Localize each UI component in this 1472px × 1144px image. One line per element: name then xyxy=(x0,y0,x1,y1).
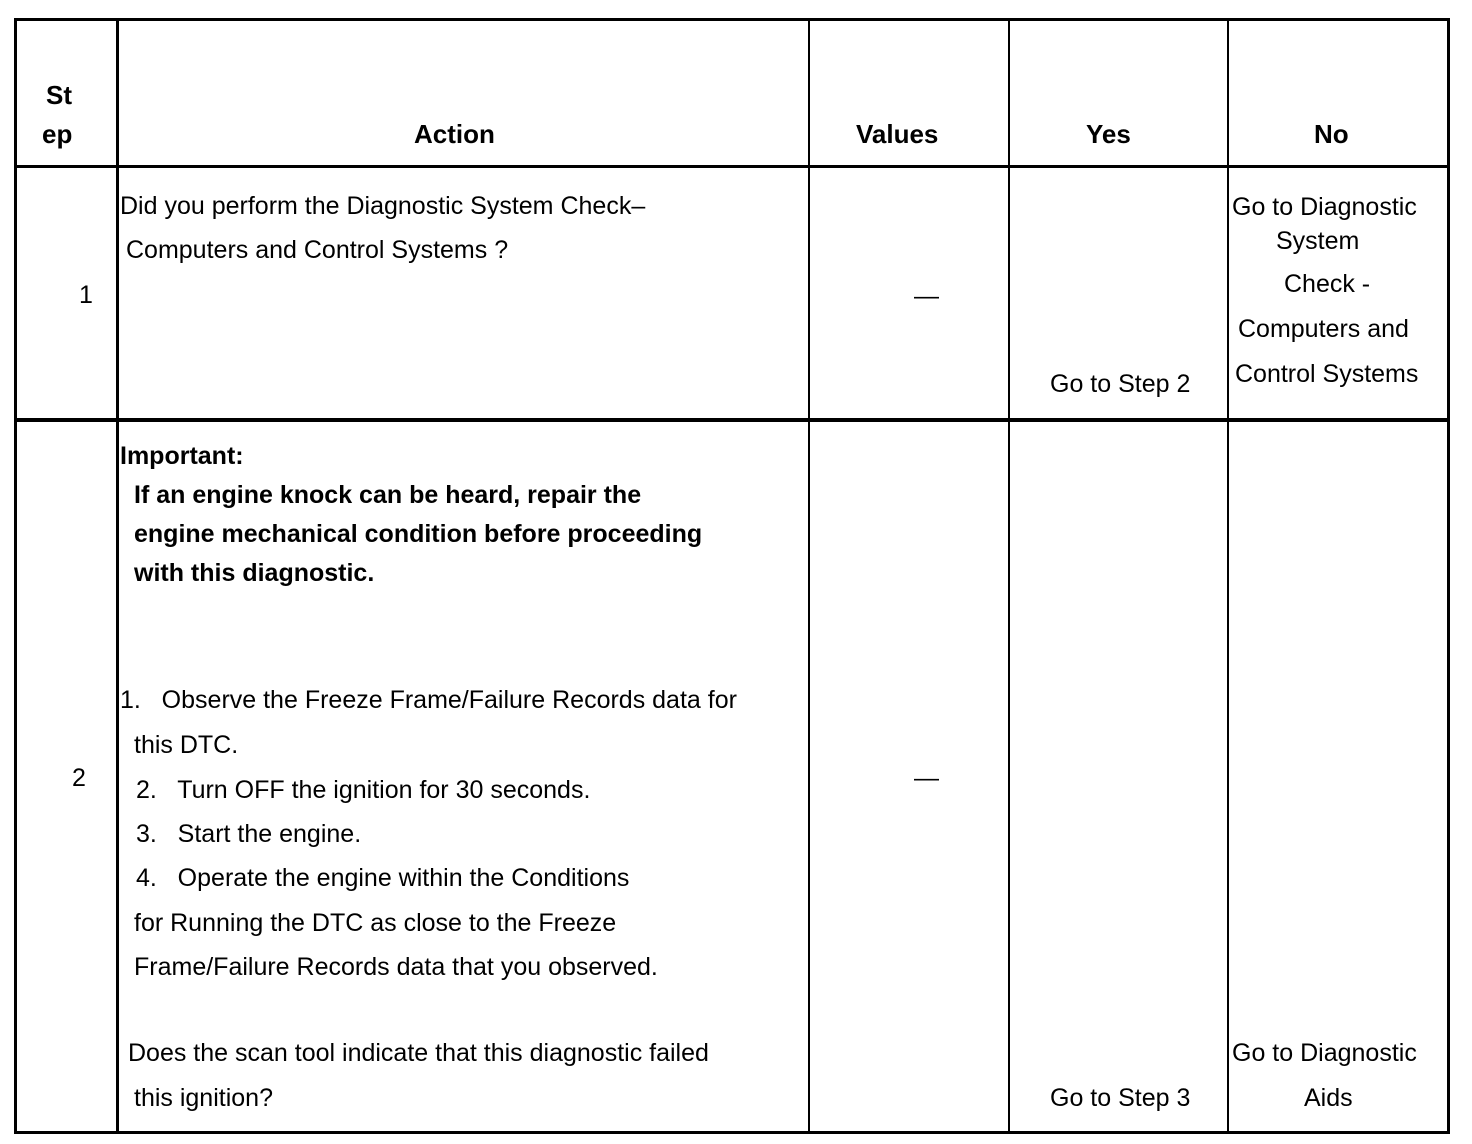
header-yes: Yes xyxy=(1086,119,1131,149)
row1-no-line5: Control Systems xyxy=(1235,360,1419,388)
row2-no-line1: Go to Diagnostic xyxy=(1232,1039,1417,1067)
row1-no-line3: Check - xyxy=(1284,270,1371,298)
row2-action-line2: this DTC. xyxy=(134,731,239,759)
row2-action-line6: for Running the DTC as close to the Freeze xyxy=(134,909,617,937)
row1-step: 1 xyxy=(79,281,93,309)
row2-action-line3: 2. Turn OFF the ignition for 30 seconds. xyxy=(136,776,591,804)
header-step-line2: ep xyxy=(42,119,73,149)
table-border-bottom xyxy=(14,1131,1450,1134)
header-values: Values xyxy=(856,119,939,149)
row1-action-line1: Did you perform the Diagnostic System Check– xyxy=(120,192,646,220)
row2-values: — xyxy=(914,764,939,792)
diagnostic-table xyxy=(14,18,1450,1134)
row1-no-line1: Go to Diagnostic xyxy=(1232,193,1417,221)
row-divider xyxy=(14,418,1450,422)
row2-important-label: Important: xyxy=(120,442,244,470)
row2-question-line2: this ignition? xyxy=(134,1084,273,1112)
row1-no-line4: Computers and xyxy=(1238,315,1409,343)
table-border-top xyxy=(14,18,1450,21)
row2-important-line1: If an engine knock can be heard, repair the xyxy=(134,481,642,509)
col-divider-action xyxy=(808,18,810,1134)
row2-action-line5: 4. Operate the engine within the Conditions xyxy=(136,864,630,892)
row2-important-line3: with this diagnostic. xyxy=(134,559,375,587)
row2-step: 2 xyxy=(72,764,86,792)
row2-no-line2: Aids xyxy=(1304,1084,1353,1112)
row2-action-line1: 1. Observe the Freeze Frame/Failure Records data for xyxy=(120,686,737,714)
table-border-left xyxy=(14,18,17,1134)
header-divider xyxy=(14,165,1450,168)
row1-yes: Go to Step 2 xyxy=(1050,370,1191,398)
row1-action-line2: Computers and Control Systems ? xyxy=(126,236,509,264)
col-divider-yes xyxy=(1227,18,1229,1134)
table-border-right xyxy=(1447,18,1450,1134)
row2-question-line1: Does the scan tool indicate that this diagnostic failed xyxy=(128,1039,709,1067)
row2-action-line7: Frame/Failure Records data that you observed. xyxy=(134,953,658,981)
col-divider-step xyxy=(116,18,119,1134)
col-divider-values xyxy=(1008,18,1010,1134)
row2-yes: Go to Step 3 xyxy=(1050,1084,1191,1112)
header-action: Action xyxy=(414,119,495,149)
row2-important-line2: engine mechanical condition before proceeding xyxy=(134,520,703,548)
row1-no-line2: System xyxy=(1276,227,1360,255)
row1-values: — xyxy=(914,282,939,310)
header-no: No xyxy=(1314,119,1349,149)
header-step-line1: St xyxy=(46,80,72,110)
row2-action-line4: 3. Start the engine. xyxy=(136,820,362,848)
